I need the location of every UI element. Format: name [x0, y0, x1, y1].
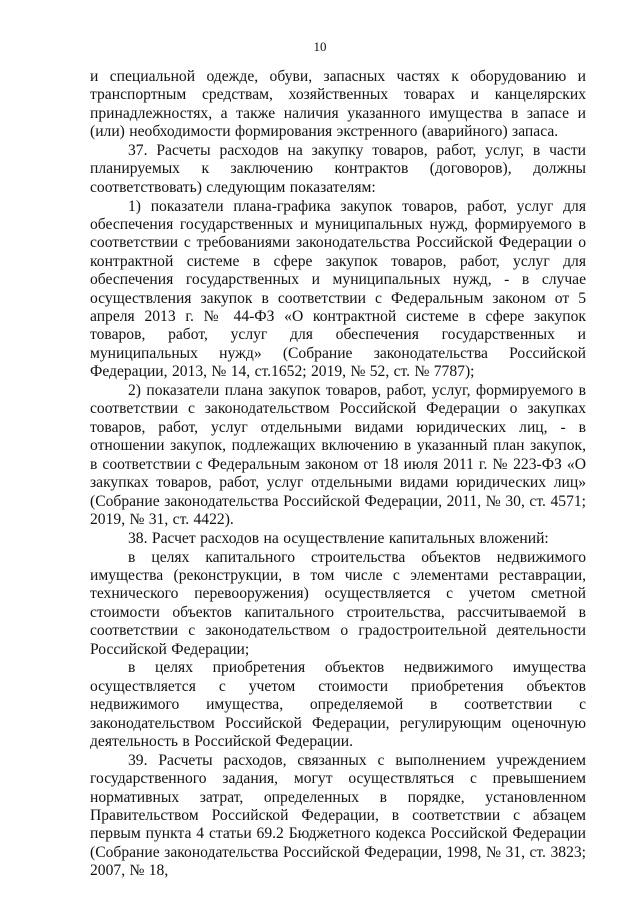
paragraph-39: 39. Расчеты расходов, связанных с выполнением учреждением государственного задания, могут осуществляться с превышением нормативных затрат, определенных в порядке, установленном Правительством Российской Федерации, в соответствии с абзацем первым пункта 4 статьи 69.2 Бюджетного кодекса Российской Федерации (Собрание законодательства Российской Федерации, 1998, № 31, ст. 3823; 2007, № 18, [90, 751, 586, 880]
paragraph-38-acquisition: в целях приобретения объектов недвижимого имущества осуществляется с учетом стоимости приобретения объектов недвижимого имущества, определяемой в соответствии с законодательством Российской Федерации, регулирующим оценочную деятельность в Российской Федерации. [90, 659, 586, 750]
page-number: 10 [313, 39, 327, 54]
document-body [90, 68, 586, 881]
paragraph-38-construction: в целях капитального строительства объектов недвижимого имущества (реконструкции, в том числе с элементами реставрации, технического перевооружения) осуществляется с учетом сметной стоимости объектов капитального строительства, рассчитываемой в соответствии с законодательством о градостроительной деятельности Российской Федерации; [90, 548, 586, 658]
paragraph-37: 37. Расчеты расходов на закупку товаров, работ, услуг, в части планируемых к заключению контрактов (договоров), должны соответствовать) следующим показателям: [90, 142, 586, 196]
paragraph-37-item-2: 2) показатели плана закупок товаров, работ, услуг, формируемого в соответствии с законодательством Российской Федерации о закупках товаров, работ, услуг отдельными видами юридических лиц, - в отношении закупок, подлежащих включению в указанный план закупок, в соответствии с Федеральным законом от 18 июля 2011 г. № 223-ФЗ «О закупках товаров, работ, услуг отдельными видами юридических лиц» (Собрание законодательства Российской Федерации, 2011, № 30, ст. 4571; 2019, № 31, ст. 4422). [90, 382, 586, 528]
paragraph-37-item-1: 1) показатели плана-графика закупок товаров, работ, услуг для обеспечения государственных и муниципальных нужд, формируемого в соответствии с требованиями законодательства Российской Федерации о контрактной системе в сфере закупок товаров, работ, услуг для обеспечения государственных и муниципальных нужд, - в случае осуществления закупок в соответствии с Федеральным законом от 5 апреля 2013 г. № 44-ФЗ «О контрактной системе в сфере закупок товаров, работ, услуг для обеспечения государственных и муниципальных нужд» (Собрание законодательства Российской Федерации, 2013, № 14, ст.1652; 2019, № 52, ст. № 7787); [90, 197, 586, 381]
paragraph-continuation: и специальной одежде, обуви, запасных частях к оборудованию и транспортным средствам, хозяйственных товарах и канцелярских принадлежностях, а также наличия указанного имущества в запасе и (или) необходимости формирования экстренного (аварийного) запаса. [90, 68, 586, 141]
paragraph-38: 38. Расчет расходов на осуществление капитальных вложений: [128, 529, 549, 547]
